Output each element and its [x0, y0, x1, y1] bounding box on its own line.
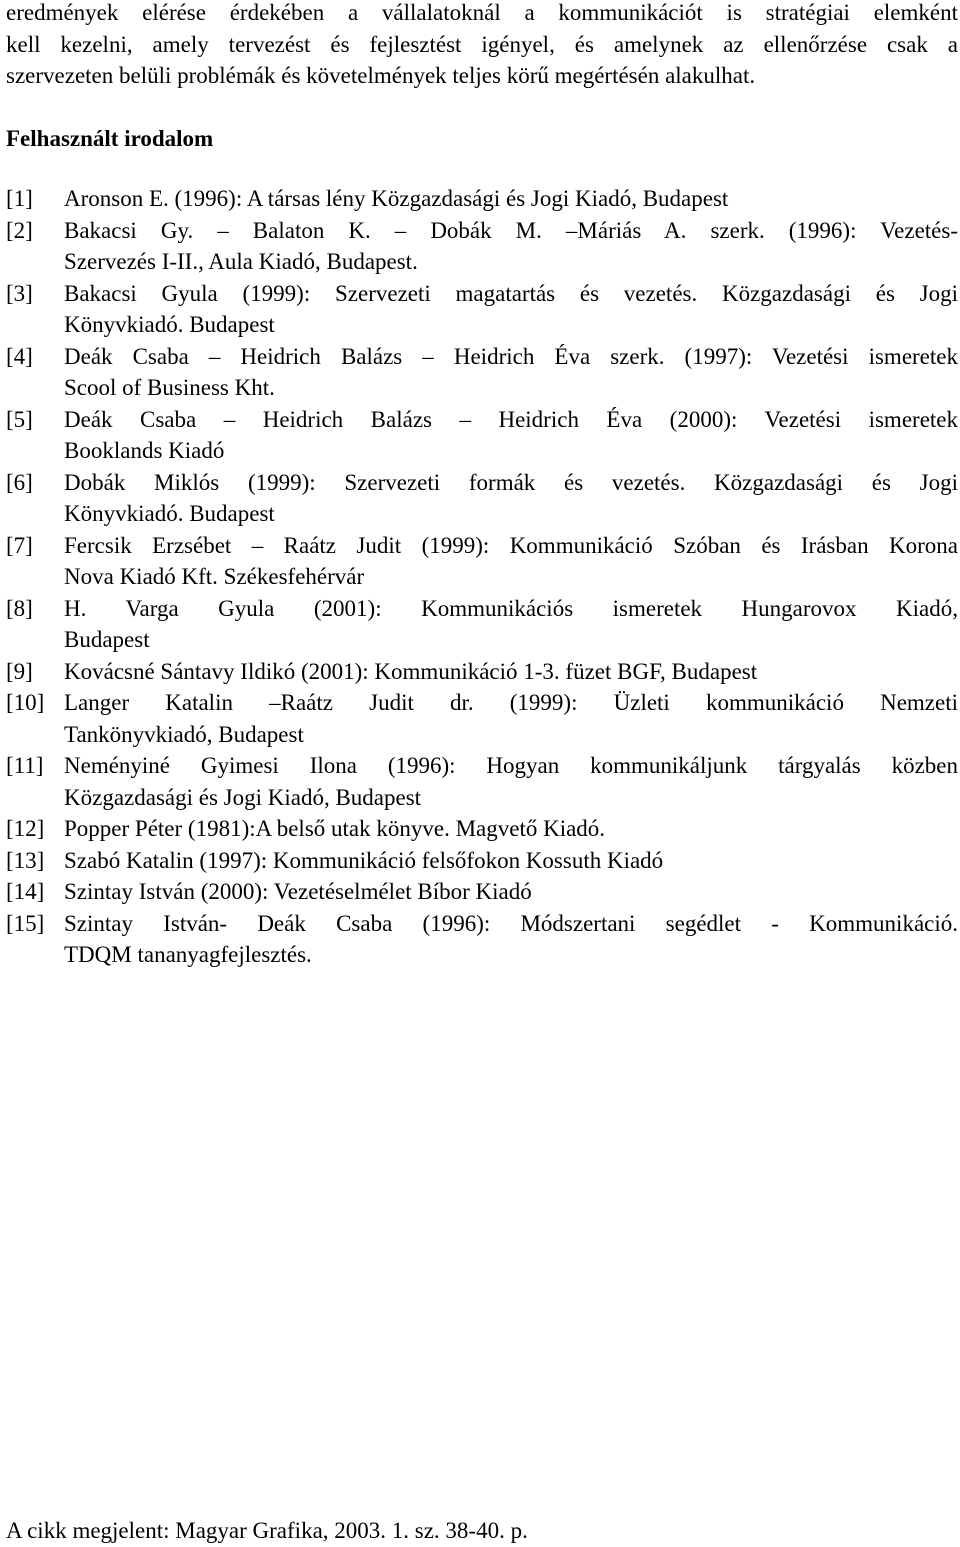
reference-text: [64, 467, 958, 530]
intro-line: kell kezelni, amely tervezést és fejlesztést igényel, és amelynek az ellenőrzése csak a: [6, 31, 958, 57]
reference-line: Aronson E. (1996): A társas lény Közgazdasági és Jogi Kiadó, Budapest: [64, 186, 729, 211]
reference-line: Booklands Kiadó: [64, 438, 225, 463]
reference-item: [6, 183, 958, 215]
reference-text: [64, 183, 958, 215]
reference-line: Langer Katalin –Raátz Judit dr. (1999): Üzleti kommunikáció Nemzeti: [64, 690, 958, 715]
reference-item: [6, 467, 958, 530]
reference-line: Popper Péter (1981):A belső utak könyve. Magvető Kiadó.: [64, 816, 606, 841]
reference-number: [6]: [6, 469, 33, 495]
reference-number: [9]: [6, 658, 33, 684]
reference-number: [14]: [6, 879, 45, 904]
reference-line: Szintay István (2000): Vezetéselmélet Bíbor Kiadó: [64, 879, 532, 904]
reference-item: [6, 530, 958, 593]
reference-item: [6, 215, 958, 278]
reference-line: Könyvkiadó. Budapest: [64, 312, 275, 337]
reference-item: [6, 845, 958, 877]
reference-number: [5]: [6, 406, 33, 432]
section-heading: Felhasznált irodalom: [6, 126, 214, 151]
reference-line: Bakacsi Gyula (1999): Szervezeti magatartás és vezetés. Közgazdasági és Jogi: [64, 280, 958, 306]
reference-number: [4]: [6, 343, 33, 369]
reference-text: [64, 813, 958, 845]
reference-text: [64, 750, 958, 813]
intro-paragraph: [6, 0, 958, 92]
reference-line: Scool of Business Kht.: [64, 375, 275, 400]
reference-item: [6, 908, 958, 971]
reference-text: [64, 845, 958, 877]
reference-item: [6, 656, 958, 688]
reference-number: [1]: [6, 186, 33, 211]
reference-number: [15]: [6, 910, 45, 936]
reference-line: Kovácsné Sántavy Ildikó (2001): Kommunikáció 1-3. füzet BGF, Budapest: [64, 658, 758, 684]
reference-line: Tankönyvkiadó, Budapest: [64, 721, 304, 747]
reference-number: [7]: [6, 532, 33, 558]
reference-line: Nova Kiadó Kft. Székesfehérvár: [64, 564, 365, 589]
reference-item: [6, 750, 958, 813]
reference-line: Fercsik Erzsébet – Raátz Judit (1999): Kommunikáció Szóban és Irásban Korona: [64, 532, 958, 558]
reference-number: [13]: [6, 847, 45, 873]
intro-line: szervezeten belüli problémák és követelmények teljes körű megértésén alakulhat.: [6, 63, 756, 88]
reference-item: [6, 687, 958, 750]
reference-text: [64, 908, 958, 971]
reference-text: [64, 530, 958, 593]
reference-list: [6, 183, 958, 971]
reference-item: [6, 813, 958, 845]
reference-number: [12]: [6, 816, 45, 841]
reference-line: Könyvkiadó. Budapest: [64, 501, 275, 526]
reference-line: Szabó Katalin (1997): Kommunikáció felsőfokon Kossuth Kiadó: [64, 847, 664, 873]
reference-text: [64, 876, 958, 908]
reference-line: Közgazdasági és Jogi Kiadó, Budapest: [64, 784, 422, 810]
reference-text: [64, 404, 958, 467]
reference-number: [11]: [6, 753, 44, 778]
reference-line: TDQM tananyagfejlesztés.: [64, 942, 312, 967]
reference-text: [64, 656, 958, 688]
reference-item: [6, 278, 958, 341]
reference-line: Deák Csaba – Heidrich Balázs – Heidrich Éva (2000): Vezetési ismeretek: [64, 406, 958, 432]
reference-number: [8]: [6, 595, 33, 621]
reference-text: [64, 341, 958, 404]
reference-line: Deák Csaba – Heidrich Balázs – Heidrich Éva szerk. (1997): Vezetési ismeretek: [64, 343, 958, 369]
reference-item: [6, 876, 958, 908]
reference-line: Szintay István- Deák Csaba (1996): Módszertani segédlet - Kommunikáció.: [64, 910, 958, 936]
reference-text: [64, 593, 958, 656]
reference-line: Dobák Miklós (1999): Szervezeti formák és vezetés. Közgazdasági és Jogi: [64, 469, 958, 495]
reference-line: H. Varga Gyula (2001): Kommunikációs ismeretek Hungarovox Kiadó,: [64, 595, 958, 621]
reference-text: [64, 687, 958, 750]
reference-item: [6, 341, 958, 404]
reference-text: [64, 278, 958, 341]
reference-line: Szervezés I-II., Aula Kiadó, Budapest.: [64, 249, 418, 274]
reference-number: [2]: [6, 217, 33, 243]
reference-line: Neményiné Gyimesi Ilona (1996): Hogyan kommunikáljunk tárgyalás közben: [64, 753, 958, 778]
reference-item: [6, 593, 958, 656]
reference-line: Budapest: [64, 627, 150, 652]
publication-note: A cikk megjelent: Magyar Grafika, 2003. 1. sz. 38-40. p.: [6, 1518, 528, 1543]
intro-line: eredmények elérése érdekében a vállalatoknál a kommunikációt is stratégiai elemként: [6, 0, 958, 25]
reference-number: [10]: [6, 690, 45, 715]
reference-line: Bakacsi Gy. – Balaton K. – Dobák M. –Máriás A. szerk. (1996): Vezetés-: [64, 217, 958, 243]
reference-text: [64, 215, 958, 278]
reference-item: [6, 404, 958, 467]
reference-number: [3]: [6, 280, 33, 306]
